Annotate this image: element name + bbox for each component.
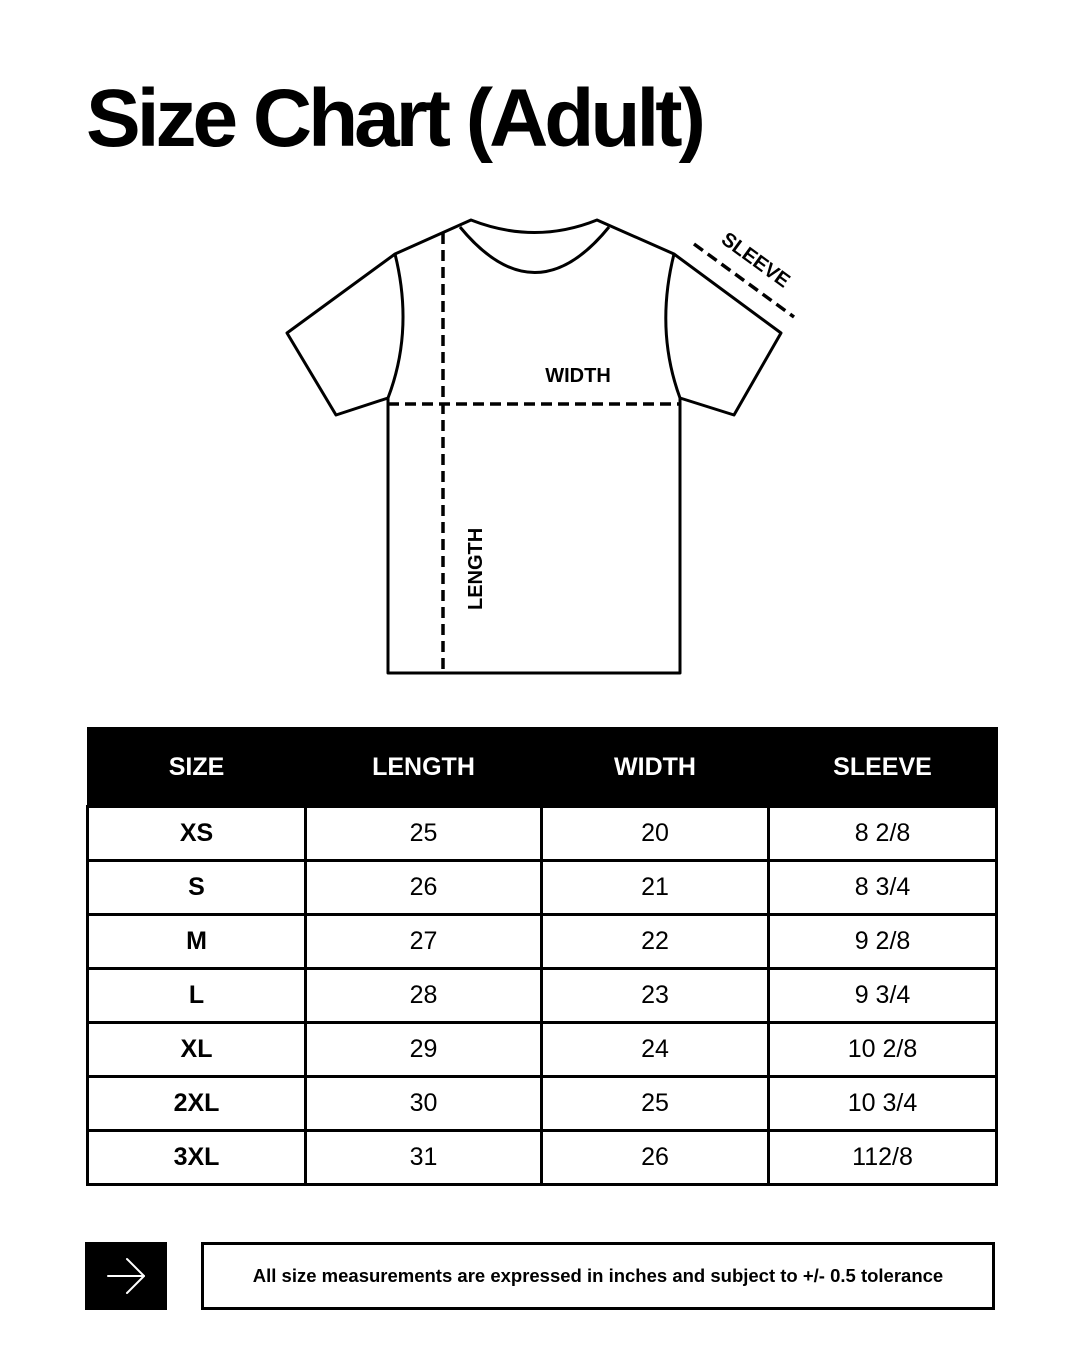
table-row — [88, 1077, 997, 1131]
tolerance-note: All size measurements are expressed in inches and subject to +/- 0.5 tolerance — [201, 1242, 995, 1310]
tshirt-outline — [287, 220, 781, 673]
header-length: LENGTH — [306, 728, 542, 807]
size-cell: 2XL — [88, 1077, 306, 1131]
sleeve-label: SLEEVE — [717, 228, 794, 293]
length-cell: 30 — [306, 1077, 542, 1131]
width-label: WIDTH — [545, 365, 611, 387]
arrow-right-icon-graphic — [104, 1256, 148, 1296]
table-header-row — [88, 728, 997, 807]
length-cell: 25 — [306, 807, 542, 861]
width-cell: 25 — [542, 1077, 769, 1131]
size-cell: 3XL — [88, 1131, 306, 1185]
size-cell: XS — [88, 807, 306, 861]
sleeve-cell: 8 3/4 — [769, 861, 997, 915]
size-cell: M — [88, 915, 306, 969]
width-cell: 21 — [542, 861, 769, 915]
size-cell: L — [88, 969, 306, 1023]
length-cell: 27 — [306, 915, 542, 969]
header-size: SIZE — [88, 728, 306, 807]
sleeve-cell: 9 3/4 — [769, 969, 997, 1023]
sleeve-cell: 8 2/8 — [769, 807, 997, 861]
length-cell: 26 — [306, 861, 542, 915]
length-cell: 29 — [306, 1023, 542, 1077]
size-cell: S — [88, 861, 306, 915]
sleeve-cell: 112/8 — [769, 1131, 997, 1185]
length-cell: 28 — [306, 969, 542, 1023]
page-title: Size Chart (Adult) — [86, 73, 702, 164]
table-row — [88, 969, 997, 1023]
tshirt-left-armhole — [388, 254, 403, 398]
table-row — [88, 1131, 997, 1185]
width-cell: 22 — [542, 915, 769, 969]
table-row — [88, 861, 997, 915]
size-cell: XL — [88, 1023, 306, 1077]
header-sleeve: SLEEVE — [769, 728, 997, 807]
width-cell: 20 — [542, 807, 769, 861]
header-width: WIDTH — [542, 728, 769, 807]
sleeve-cell: 10 3/4 — [769, 1077, 997, 1131]
sleeve-cell: 10 2/8 — [769, 1023, 997, 1077]
table-row — [88, 915, 997, 969]
tshirt-diagram — [260, 200, 820, 690]
size-table — [86, 727, 998, 1186]
tshirt-right-armhole — [666, 254, 680, 398]
length-cell: 31 — [306, 1131, 542, 1185]
width-cell: 24 — [542, 1023, 769, 1077]
width-cell: 26 — [542, 1131, 769, 1185]
length-label: LENGTH — [465, 527, 487, 610]
table-row — [88, 1023, 997, 1077]
width-cell: 23 — [542, 969, 769, 1023]
arrow-right-icon — [85, 1242, 167, 1310]
table-row — [88, 807, 997, 861]
sleeve-cell: 9 2/8 — [769, 915, 997, 969]
